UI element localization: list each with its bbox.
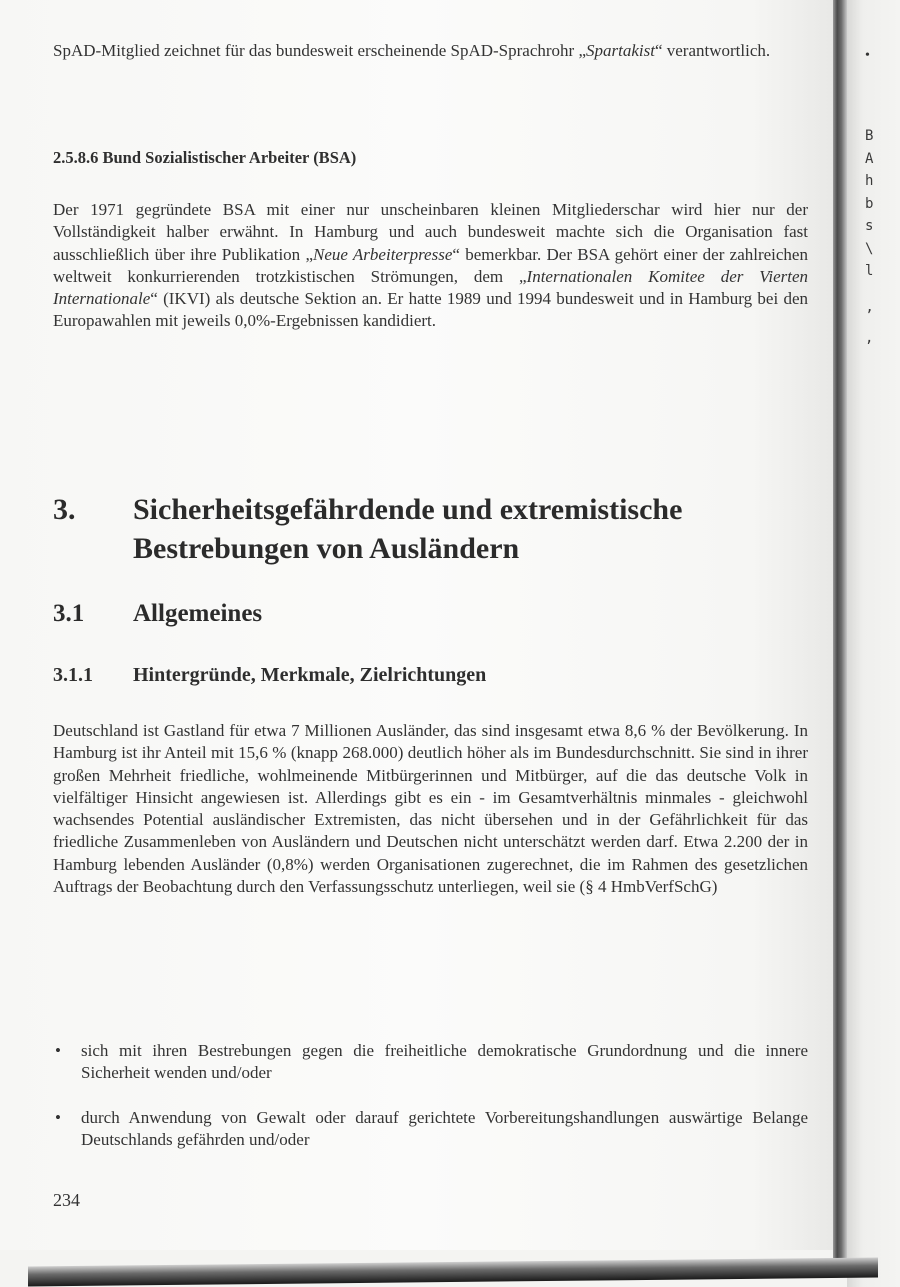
chapter-title: Sicherheitsgefährdende und extremistische Bestrebungen von Ausländern	[133, 493, 683, 565]
bullet-icon: •	[55, 1041, 61, 1060]
fragment: ’	[865, 307, 874, 324]
list-item-text: sich mit ihren Bestrebungen gegen die freiheitliche demokratische Grundordnung und die innere Sicherheit wenden und/oder	[81, 1041, 808, 1083]
page-bottom-edge	[28, 1258, 878, 1287]
publication-title: Neue Arbeiterpresse	[313, 244, 453, 264]
section-heading-3-1	[53, 600, 808, 628]
text: “ bemerkbar. Der BSA gehört einer der zahlreichen weltweit konkurrierenden trotzkistischen Strömungen, dem „	[53, 244, 808, 286]
section-title: Allgemeines	[133, 600, 263, 627]
chapter-heading	[53, 490, 808, 568]
section-title: Hintergründe, Merkmale, Zielrichtungen	[133, 664, 487, 686]
background-paragraph: Deutschland ist Gastland für etwa 7 Millionen Ausländer, das sind insgesamt etwa 8,6 % der Bevölkerung. In Hamburg ist ihr Anteil mit 15,6 % (knapp 268.000) deutlich höher als im Bundesdurchschnitt. Sie sind in ihrer großen Mehrheit friedliche, wohlmeinende Mitbürgerinnen und Mitbürger, auf die das deutsche Volk in vielfältiger Hinsicht angewiesen ist. Allerdings gibt es ein - im Gesamtverhältnis minmales - gleichwohl wachsendes Potential ausländischer Extremisten, das nicht übersehen und in der Gefährlichkeit für das friedliche Zusammenleben von Ausländern und Deutschen nicht unterschätzt werden darf. Etwa 2.200 der in Hamburg lebenden Ausländer (0,8%) werden Organisationen zugerechnet, die im Rahmen des gesetzlichen Auftrags der Beobachtung durch den Verfassungsschutz unterliegen, weil sie (§ 4 HmbVerfSchG)	[53, 721, 808, 897]
fragment: h	[865, 173, 874, 189]
section-heading-2-5-8-6: 2.5.8.6 Bund Sozialistischer Arbeiter (BSA)	[53, 148, 357, 167]
page-number: 234	[53, 1190, 80, 1210]
facing-page-edge	[847, 0, 900, 1287]
list-item-text: durch Anwendung von Gewalt oder darauf gerichtete Vorbereitungshandlungen auswärtige Belange Deutschlands gefährden und/oder	[81, 1107, 808, 1149]
book-spine-shadow	[833, 0, 847, 1265]
list-item	[53, 1107, 808, 1152]
fragment: B	[865, 128, 874, 144]
text: SpAD-Mitglied zeichnet für das bundesweit erscheinende SpAD-Sprachrohr „	[53, 41, 586, 60]
list-item	[53, 1040, 808, 1085]
fragment: l	[865, 263, 874, 279]
fragment: b	[865, 195, 874, 212]
text: “ verantwortlich.	[654, 41, 771, 60]
section-heading-3-1-1	[53, 664, 808, 687]
bsa-paragraph	[53, 199, 808, 333]
section-number: 3.1.1	[53, 664, 93, 686]
organization-name: Internationalen Komitee der Vierten Internationale	[53, 266, 808, 309]
publication-title: Spartakist	[586, 41, 655, 60]
chapter-number: 3.	[53, 493, 76, 526]
facing-page-bullet: •	[865, 48, 870, 63]
text: Der 1971 gegründete BSA mit einer nur unscheinbaren kleinen Mitgliederschar wird hier nur der Vollständigkeit halber erwähnt. In Hamburg und auch bundesweit machte sich die Organisation fast ausschließlich über ihre Publikation „	[53, 200, 808, 264]
bullet-icon: •	[55, 1107, 61, 1127]
section-number: 3.1	[53, 600, 85, 627]
fragment-spacer	[865, 283, 873, 305]
fragment: \	[865, 240, 874, 257]
fragment: A	[865, 150, 874, 167]
criteria-list	[53, 1040, 808, 1151]
text: “ (IKVI) als deutsche Sektion an. Er hatte 1989 und 1994 bundesweit und in Hamburg bei den Europawahlen mit jeweils 0,0%-Ergebnissen kandidiert.	[53, 289, 808, 331]
fragment: s	[865, 218, 874, 234]
fragment: ‚	[865, 330, 874, 346]
opening-paragraph	[53, 40, 808, 62]
facing-page-fragments	[865, 125, 873, 350]
